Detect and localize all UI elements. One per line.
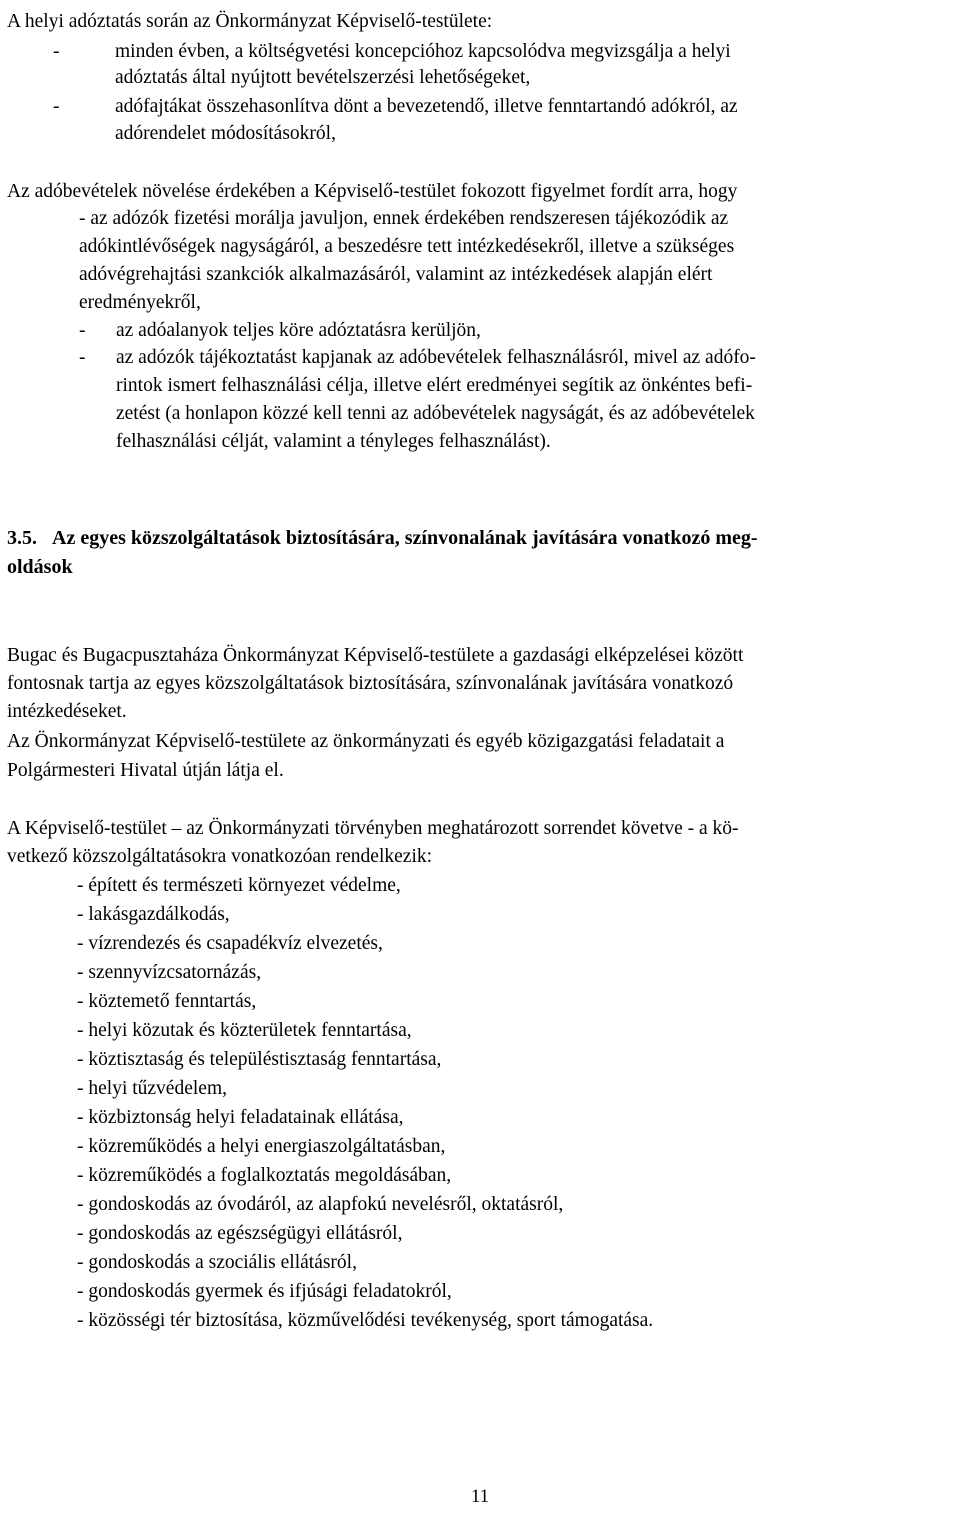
revenue-para-line: - az adózók fizetési morálja javuljon, ennek érdekében rendszeresen tájékozódik az — [79, 208, 729, 229]
intro-item-2-line-2: adórendelet módosításokról, — [115, 123, 336, 144]
task-list-item: - épített és természeti környezet védelme, — [77, 875, 401, 896]
task-list-item: - helyi tűzvédelem, — [77, 1078, 227, 1099]
revenue-item-1: az adóalanyok teljes köre adóztatásra kerüljön, — [116, 320, 481, 341]
revenue-para-line: eredményekről, — [79, 292, 201, 313]
tasks-intro-line-2: vetkező közszolgáltatásokra vonatkozóan rendelkezik: — [7, 846, 433, 867]
task-list-item: - lakásgazdálkodás, — [77, 904, 230, 925]
task-list-item: - gondoskodás a szociális ellátásról, — [77, 1252, 357, 1273]
section-heading-line-1: Az egyes közszolgáltatások biztosítására, színvonalának javítására vonatkozó meg- — [52, 527, 758, 549]
services-para-line: fontosnak tartja az egyes közszolgáltatások biztosítására, színvonalának javítására vonatkozó — [7, 673, 734, 694]
task-list-item: - helyi közutak és közterületek fenntartása, — [77, 1020, 412, 1041]
task-list-item: - közreműködés a helyi energiaszolgáltatásban, — [77, 1136, 446, 1157]
section-number: 3.5. — [7, 527, 37, 549]
task-list-item: - gondoskodás az óvodáról, az alapfokú nevelésről, oktatásról, — [77, 1194, 564, 1215]
task-list-item: - szennyvízcsatornázás, — [77, 962, 262, 983]
task-list-item: - közösségi tér biztosítása, közművelődési tevékenység, sport támogatása. — [77, 1310, 654, 1331]
section-heading-line-2: oldások — [7, 556, 73, 578]
tasks-intro-line-1: A Képviselő-testület – az Önkormányzati törvényben meghatározott sorrendet követve - a kö- — [7, 818, 739, 839]
task-list-item: - köztisztaság és településtisztaság fenntartása, — [77, 1049, 442, 1070]
intro-item-dash: - — [53, 41, 60, 62]
page-number: 11 — [470, 1486, 490, 1507]
services-para-line: Polgármesteri Hivatal útján látja el. — [7, 760, 284, 781]
revenue-item-dash: - — [79, 347, 86, 368]
revenue-para-line: adókintlévőségek nagyságáról, a beszedésre tett intézkedésekről, illetve a szükséges — [79, 236, 735, 257]
revenue-item-2-line-3: zetést (a honlapon közzé kell tenni az adóbevételek nagyságát, és az adóbevételek — [116, 403, 755, 424]
task-list-item: - gondoskodás az egészségügyi ellátásról, — [77, 1223, 403, 1244]
revenue-intro: Az adóbevételek növelése érdekében a Képviselő-testület fokozott figyelmet fordít arra, hogy — [7, 181, 738, 202]
task-list-item: - közreműködés a foglalkoztatás megoldásában, — [77, 1165, 452, 1186]
task-list-item: - köztemető fenntartás, — [77, 991, 257, 1012]
revenue-para-line: adóvégrehajtási szankciók alkalmazásáról, valamint az intézkedések alapján elért — [79, 264, 713, 285]
intro-item-2-line-1: adófajtákat összehasonlítva dönt a bevezetendő, illetve fenntartandó adókról, az — [115, 96, 738, 117]
task-list-item: - közbiztonság helyi feladatainak ellátása, — [77, 1107, 404, 1128]
intro-item-1-line-2: adóztatás által nyújtott bevételszerzési lehetőségeket, — [115, 67, 531, 88]
services-para-line: Bugac és Bugacpusztaháza Önkormányzat Képviselő-testülete a gazdasági elképzelései között — [7, 645, 744, 666]
revenue-item-2-line-1: az adózók tájékoztatást kapjanak az adóbevételek felhasználásról, mivel az adófo- — [116, 347, 756, 368]
services-para-line: intézkedéseket. — [7, 701, 127, 722]
intro-item-1-line-1: minden évben, a költségvetési koncepcióhoz kapcsolódva megvizsgálja a helyi — [115, 41, 731, 62]
task-list-item: - vízrendezés és csapadékvíz elvezetés, — [77, 933, 383, 954]
revenue-item-2-line-4: felhasználási célját, valamint a tényleges felhasználást). — [116, 431, 551, 452]
revenue-item-2-line-2: rintok ismert felhasználási célja, illetve elért eredményei segítik az önkéntes befi- — [116, 375, 753, 396]
services-para-line: Az Önkormányzat Képviselő-testülete az önkormányzati és egyéb közigazgatási feladatait a — [7, 731, 725, 752]
revenue-item-dash: - — [79, 320, 86, 341]
task-list-item: - gondoskodás gyermek és ifjúsági feladatokról, — [77, 1281, 452, 1302]
intro-title: A helyi adóztatás során az Önkormányzat Képviselő-testülete: — [7, 11, 493, 32]
intro-item-dash: - — [53, 96, 60, 117]
